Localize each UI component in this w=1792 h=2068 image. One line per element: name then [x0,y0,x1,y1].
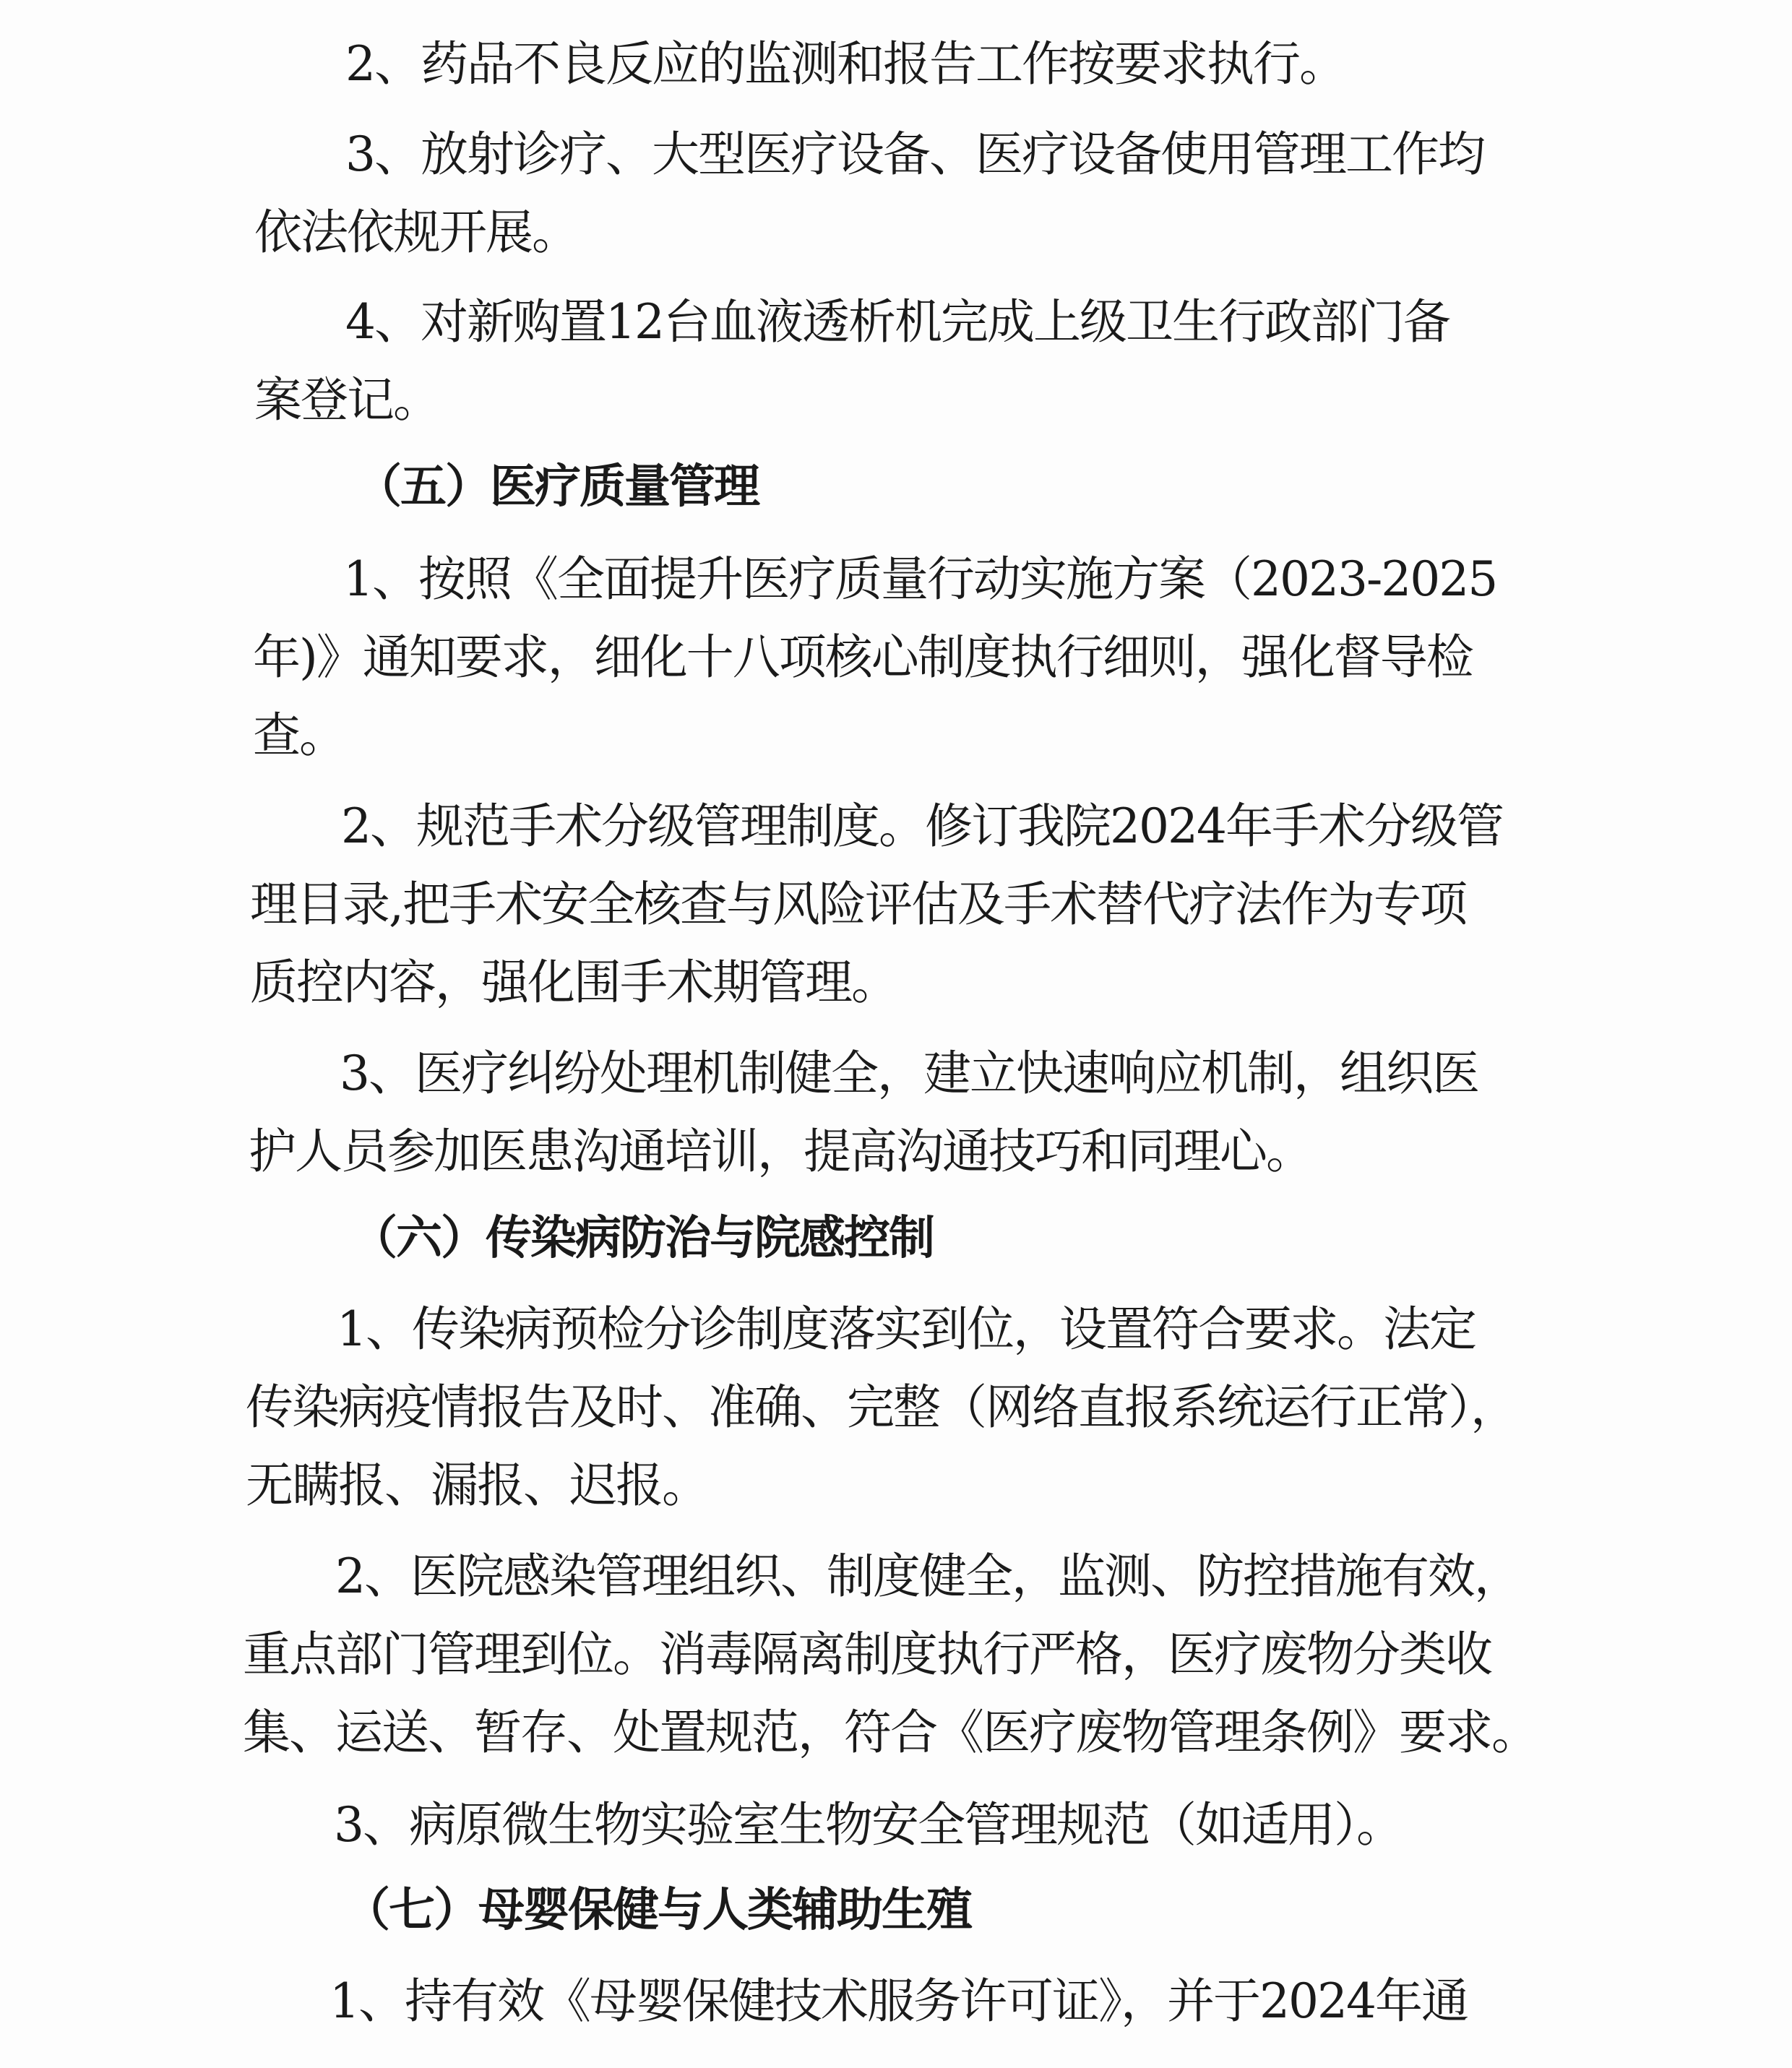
paragraph [0,540,1792,775]
text-line: 1、传染病预检分诊制度落实到位，设置符合要求。法定 [337,1301,1476,1357]
paragraph [0,283,1792,439]
paragraph [0,1786,1792,1864]
paragraph [0,788,1792,1022]
paragraph [0,1291,1792,1525]
text-line: 查。 [253,707,345,763]
text-line: 重点部门管理到位。消毒隔离制度执行严格，医疗废物分类收 [243,1627,1491,1682]
section-heading: （六）传染病防治与院感控制 [351,1212,934,1265]
text-line: 护人员参加医患沟通培训，提高沟通技巧和同理心。 [249,1124,1312,1179]
text-line: 3、放射诊疗、大型医疗设备、医疗设备使用管理工作均 [345,126,1484,182]
text-line: 4、对新购置12台血液透析机完成上级卫生行政部门备 [345,294,1449,350]
text-line: 质控内容，强化围手术期管理。 [250,955,897,1010]
paragraph [0,1035,1792,1191]
text-line: 1、按照《全面提升医疗质量行动实施方案（2023-2025 [343,551,1497,607]
text-line: 传染病疫情报告及时、准确、完整（网络直报系统运行正常）， [246,1379,1517,1435]
text-line: 无瞒报、漏报、迟报。 [246,1457,708,1513]
text-line: 年)》通知要求，细化十八项核心制度执行细则，强化督导检 [253,629,1473,685]
paragraph [0,116,1792,272]
text-line: 依法依规开展。 [254,204,578,260]
text-line: 3、医疗纠纷处理机制健全，建立快速响应机制，组织医 [340,1046,1478,1101]
section-heading: （五）医疗质量管理 [356,460,759,514]
text-line: 1、持有效《母婴保健技术服务许可证》，并于2024年通 [329,1973,1468,2029]
paragraph [0,1538,1792,1772]
text-line: 2、药品不良反应的监测和报告工作按要求执行。 [345,36,1345,92]
text-line: 集、运送、暂存、处置规范，符合《医疗废物管理条例》要求。 [243,1705,1538,1760]
paragraph [0,25,1792,103]
text-line: 2、医院感染管理组织、制度健全，监测、防控措施有效， [335,1548,1520,1604]
text-line: 3、病原微生物实验室生物安全管理规范（如适用）。 [334,1797,1403,1853]
paragraph [0,1963,1792,2041]
section-heading: （七）母婴保健与人类辅助生殖 [344,1884,971,1937]
text-line: 案登记。 [254,372,439,428]
text-line: 理目录,把手术安全核查与风险评估及手术替代疗法作为专项 [250,876,1466,932]
text-line: 2、规范手术分级管理制度。修订我院2024年手术分级管 [341,798,1503,854]
